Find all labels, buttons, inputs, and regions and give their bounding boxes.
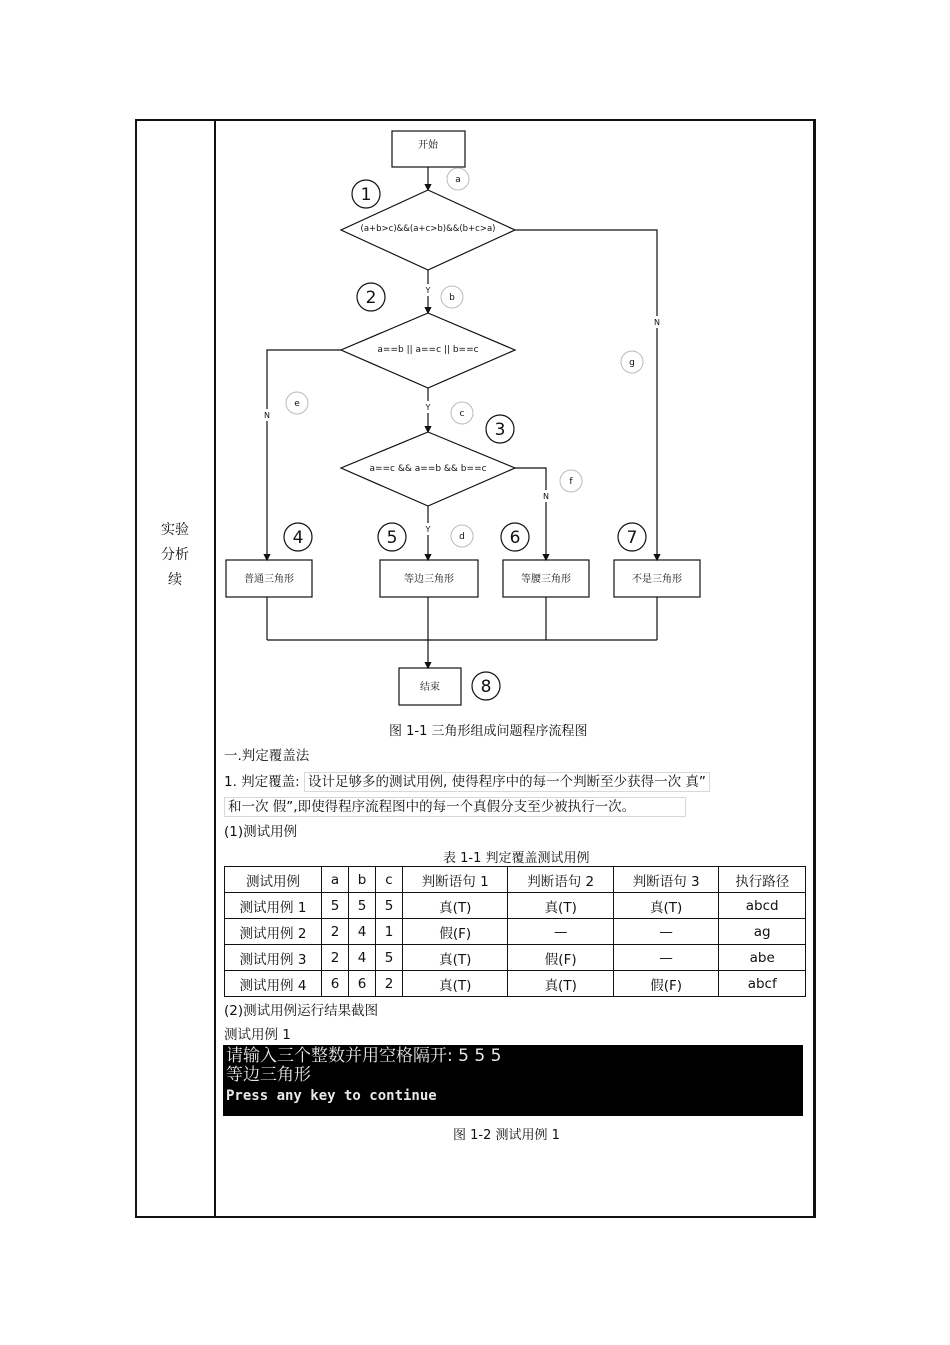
node-number-1: 1 — [360, 185, 372, 205]
table-cell: 5 — [376, 945, 403, 971]
node-number-3: 3 — [494, 420, 506, 440]
table-cell: 真(T) — [403, 971, 508, 997]
figure-1-caption: 图 1-1 三角形组成问题程序流程图 — [389, 724, 588, 739]
table-cell: abe — [719, 945, 806, 971]
table-cell: 测试用例 4 — [225, 971, 322, 997]
table-cell: 4 — [349, 945, 376, 971]
table-row — [225, 971, 806, 997]
side-label-line-2: 分析 — [161, 547, 189, 563]
table-cell: 假(F) — [508, 945, 613, 971]
col-header: a — [322, 867, 349, 893]
table-cell: abcf — [719, 971, 806, 997]
table-cell: 测试用例 2 — [225, 919, 322, 945]
console-line-3: Press any key to continue — [226, 1088, 437, 1104]
col-header: 测试用例 — [225, 867, 322, 893]
definition-text-2: 和一次 假”,即使得程序流程图中的每一个真假分支至少被执行一次。 — [224, 797, 686, 817]
test-case-table — [224, 866, 806, 997]
node-number-6: 6 — [509, 528, 521, 548]
decision-1-label: (a+b>c)&&(a+c>b)&&(b+c>a) — [360, 224, 496, 234]
console-screenshot — [223, 1045, 803, 1116]
table-cell: 2 — [322, 945, 349, 971]
table-cell: ag — [719, 919, 806, 945]
section-heading: 一.判定覆盖法 — [224, 748, 310, 764]
branch-y-label-2: Y — [425, 403, 431, 412]
col-header: b — [349, 867, 376, 893]
definition-label: 1. 判定覆盖: — [224, 774, 300, 790]
table-cell: 2 — [322, 919, 349, 945]
node-number-5: 5 — [386, 528, 398, 548]
branch-n-label-1: N — [264, 411, 270, 420]
definition-text-1: 设计足够多的测试用例, 使得程序中的每一个判断至少获得一次 真” — [304, 772, 710, 792]
table-caption: 表 1-1 判定覆盖测试用例 — [443, 851, 590, 866]
path-letter-a: a — [455, 175, 461, 185]
path-letter-f: f — [569, 477, 573, 487]
table-cell: 6 — [349, 971, 376, 997]
table-cell: 5 — [376, 893, 403, 919]
col-header: 判断语句 2 — [508, 867, 613, 893]
col-header: c — [376, 867, 403, 893]
node-number-4: 4 — [292, 528, 304, 548]
branch-y-label-3: Y — [425, 525, 431, 534]
table-cell: — — [613, 945, 718, 971]
box-isosceles-label: 等腰三角形 — [521, 574, 571, 585]
figure-2-caption: 图 1-2 测试用例 1 — [453, 1128, 560, 1143]
table-cell: 真(T) — [508, 893, 613, 919]
col-header: 判断语句 3 — [613, 867, 718, 893]
table-cell: 真(T) — [613, 893, 718, 919]
table-cell: 假(F) — [403, 919, 508, 945]
table-cell: 测试用例 3 — [225, 945, 322, 971]
definition-line-1 — [224, 770, 710, 790]
path-letter-e: e — [294, 399, 300, 409]
col-header: 判断语句 1 — [403, 867, 508, 893]
path-letter-b: b — [449, 293, 455, 303]
end-label: 结束 — [420, 682, 440, 693]
branch-n-label-2: N — [543, 492, 549, 501]
table-cell: 4 — [349, 919, 376, 945]
node-number-2: 2 — [365, 288, 377, 308]
node-number-8: 8 — [480, 677, 492, 697]
node-number-7: 7 — [626, 528, 638, 548]
table-cell: abcd — [719, 893, 806, 919]
decision-2-label: a==b || a==c || b==c — [377, 345, 479, 355]
console-line-2: 等边三角形 — [226, 1065, 311, 1085]
box-normal-label: 普通三角形 — [244, 574, 294, 585]
decision-3-label: a==c && a==b && b==c — [369, 464, 487, 474]
path-letter-g: g — [629, 358, 635, 368]
table-cell: 1 — [376, 919, 403, 945]
table-cell: — — [613, 919, 718, 945]
test-case-label: 测试用例 1 — [224, 1027, 291, 1043]
branch-n-label-3: N — [654, 318, 660, 327]
definition-line-2 — [224, 795, 686, 815]
start-label: 开始 — [418, 140, 438, 151]
subsection-1: (1)测试用例 — [224, 824, 298, 840]
table-cell: 5 — [322, 893, 349, 919]
table-cell: 2 — [376, 971, 403, 997]
table-cell: — — [508, 919, 613, 945]
table-cell: 真(T) — [403, 893, 508, 919]
console-line-1: 请输入三个整数并用空格隔开: 5 5 5 — [226, 1046, 502, 1066]
path-letter-c: c — [459, 409, 465, 419]
table-cell: 假(F) — [613, 971, 718, 997]
table-cell: 6 — [322, 971, 349, 997]
table-cell: 5 — [349, 893, 376, 919]
table-cell: 测试用例 1 — [225, 893, 322, 919]
subsection-2: (2)测试用例运行结果截图 — [224, 1003, 379, 1019]
table-row — [225, 893, 806, 919]
path-letter-d: d — [459, 532, 465, 542]
table-cell: 真(T) — [403, 945, 508, 971]
box-equilateral-label: 等边三角形 — [404, 574, 454, 585]
table-row — [225, 945, 806, 971]
col-header: 执行路径 — [719, 867, 806, 893]
table-cell: 真(T) — [508, 971, 613, 997]
side-label-line-1: 实验 — [161, 522, 189, 538]
table-header-row — [225, 867, 806, 893]
side-label-line-3: 续 — [168, 572, 182, 588]
branch-y-label-1: Y — [425, 286, 431, 295]
box-not-label: 不是三角形 — [632, 574, 682, 585]
table-row — [225, 919, 806, 945]
